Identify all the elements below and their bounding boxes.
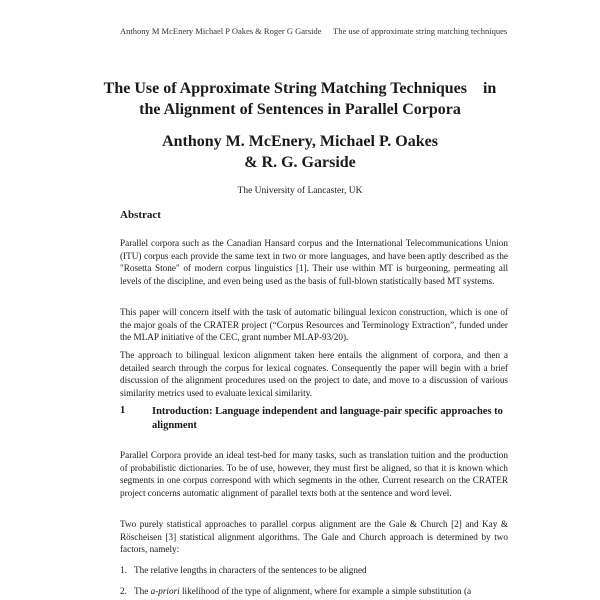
paper-title-line-1: The Use of Approximate String Matching Techniques in	[103, 80, 497, 97]
paper-title	[0, 78, 600, 120]
abstract-paragraph: This paper will concern itself with the task of automatic bilingual lexicon construction, which is one of the major goals of the CRATER project (“Corpus Resources and Terminology Extraction”, funded under the MLAP initiative of the CEC, grant number MLAP-93/20).	[120, 307, 508, 343]
authors	[0, 131, 600, 173]
body-paragraph: Two purely statistical approaches to parallel corpus alignment are the Gale & Church [2] and Kay & Röscheisen [3] statistical alignment algorithms. The Gale and Church approach is determined by two factors, namely:	[120, 519, 508, 555]
running-header-authors: Anthony M McEnery Michael P Oakes & Roger G Garside	[120, 26, 322, 36]
list-item	[120, 585, 508, 598]
list-item-text-cont: likelihood of the type of alignment, where for example a simple substitution (a	[179, 586, 472, 596]
body-paragraph: Parallel Corpora provide an ideal test-bed for many tasks, such as translation tuition and the production of probabilistic dictionaries. To be of use, however, they must first be aligned, so that it is known which segments in one corpus correspond with which segments in the other. Current research on the CRATER project concerns automatic alignment of parallel texts both at the sentence and word level.	[120, 450, 508, 498]
authors-line-1: Anthony M. McEnery, Michael P. Oakes	[162, 133, 438, 150]
authors-line-2: & R. G. Garside	[244, 154, 356, 171]
list-item-text: The	[134, 586, 151, 596]
list-item-number: 2.	[120, 586, 127, 596]
list-item-text: The relative lengths in characters of the sentences to be aligned	[134, 565, 367, 575]
section-heading: Introduction: Language independent and language-pair specific approaches to alignment	[152, 406, 503, 431]
running-header-title: The use of approximate string matching techniques	[333, 26, 508, 36]
list-item	[120, 564, 508, 577]
abstract-heading: Abstract	[120, 209, 161, 221]
list-item-emphasis: a-priori	[150, 586, 180, 596]
affiliation: The University of Lancaster, UK	[237, 186, 363, 196]
section-number: 1	[120, 405, 126, 416]
paper-title-line-2: the Alignment of Sentences in Parallel Corpora	[139, 101, 461, 118]
list-item-number: 1.	[120, 565, 127, 575]
abstract-paragraph: The approach to bilingual lexicon alignment taken here entails the alignment of corpora, and then a detailed search through the corpus for lexical cognates. Consequently the paper will begin with a brief discussion of the alignment procedures used on the project to date, and move to a discussion of various similarity metrics used to evaluate lexical similarity.	[120, 350, 508, 398]
abstract-paragraph: Parallel corpora such as the Canadian Hansard corpus and the International Telecommunications Union (ITU) corpus each provide the same text in two or more languages, and have been aptly described as the "Rosetta Stone" of modern corpus linguistics [1]. Their use within MT is burgeoning, permeating all levels of the discipline, and even being used as the basis of full-blown statistically based MT systems.	[120, 238, 508, 286]
